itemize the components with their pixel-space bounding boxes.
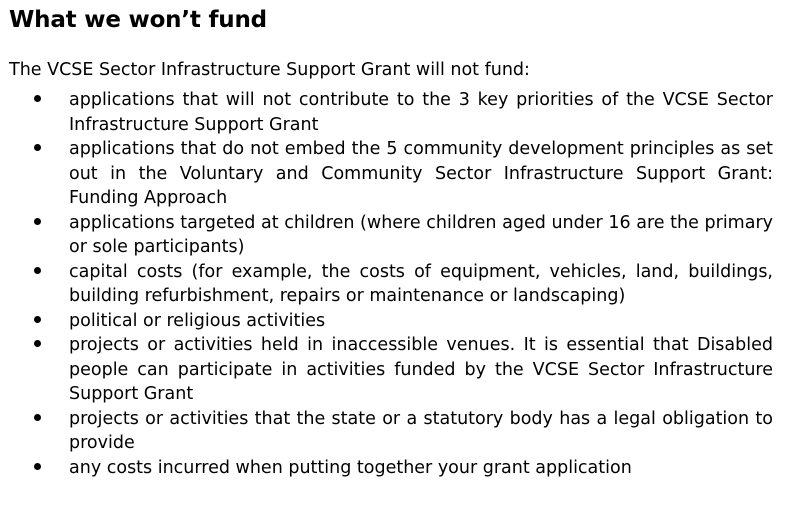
list-item <box>9 137 773 211</box>
list-item-text: political or religious activities <box>69 310 326 331</box>
list-item-text: capital costs (for example, the costs of equipment, vehicles, land, buildings, building refurbishment, repairs or maintenance or landscaping) <box>69 261 773 306</box>
list-item-text: projects or activities that the state or a statutory body has a legal obligation to provide <box>69 408 773 453</box>
list-item-text: applications that will not contribute to the 3 key priorities of the VCSE Sector Infrastructure Support Grant <box>69 90 773 135</box>
intro-paragraph: The VCSE Sector Infrastructure Support Grant will not fund: <box>9 60 530 80</box>
list-item <box>9 309 773 334</box>
list-item <box>9 211 773 260</box>
list-item-text: projects or activities held in inaccessible venues. It is essential that Disabled people can participate in activities funded by the VCSE Sector Infrastructure Support Grant <box>69 335 773 404</box>
bullet-icon <box>34 456 46 481</box>
bullet-icon <box>34 137 46 162</box>
list-item <box>9 260 773 309</box>
exclusions-list <box>9 88 773 480</box>
bullet-icon <box>34 407 46 432</box>
list-item <box>9 88 773 137</box>
section-heading: What we won’t fund <box>9 7 267 33</box>
bullet-icon <box>34 211 46 236</box>
list-item-text: any costs incurred when putting together your grant application <box>69 457 632 478</box>
bullet-icon <box>34 333 46 358</box>
list-item <box>9 456 773 481</box>
list-item <box>9 407 773 456</box>
list-item <box>9 333 773 407</box>
list-item-text: applications targeted at children (where children aged under 16 are the primary or sole participants) <box>69 212 773 257</box>
list-item-text: applications that do not embed the 5 community development principles as set out in the Voluntary and Community Sector Infrastructure Support Grant: Funding Approach <box>69 139 773 208</box>
bullet-icon <box>34 260 46 285</box>
bullet-icon <box>34 309 46 334</box>
bullet-icon <box>34 88 46 113</box>
